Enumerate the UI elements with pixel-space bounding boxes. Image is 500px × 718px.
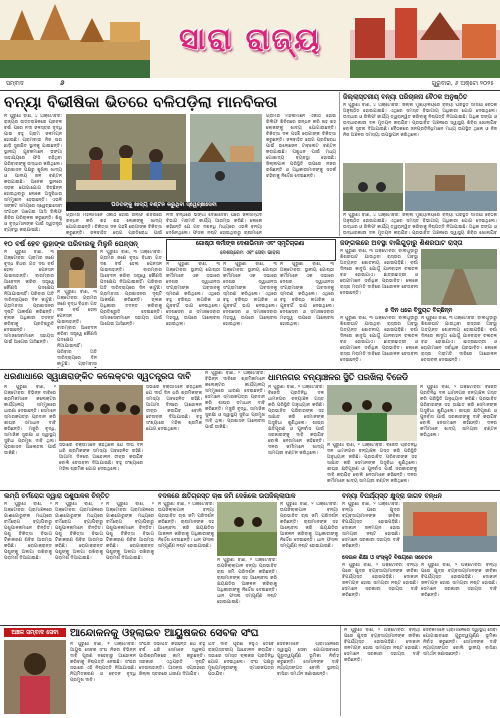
ayush-body-col-4: ସେବକମାନେ ଗ୍ରାମାଞ୍ଚଳରେ ସ୍ୱାସ୍ଥ୍ୟ ସେବା ଯୋଗାଇବାରେ ଗୁରୁତ୍ୱପୂର୍ଣ୍ଣ ଭୂମିକା ନିର୍ବାହ କରୁଛନ୍ତି। ସେମାନଙ୍କ ଦାବି ନ୍ୟାୟସଙ୍ଗତ ବୋଲି ସ୍ଥାନୀୟ ବାସିନ୍ଦା ସମର୍ଥନ ଜଣାଇଛନ୍ତି। — [277, 642, 339, 677]
crop-damage-headline: ବଦଳରେ କ୍ଷତିଗ୍ରସ୍ତ ଚାଷ ଜମି ଦେଖିଲେ ଉପଜିଲ୍ଲାପାଳ — [158, 492, 296, 500]
traders-body-col-1: ନ ପୁରୁଣା ବାଣି, ୨ ଅକ୍ଟୋବର: ବନ୍ୟା ପରେ କ୍ଷୁଦ୍ର ବ୍ୟବସାୟୀମାନଙ୍କ ଜୀବିକା ବିପର୍ଯ୍ୟସ୍ତ ହୋଇପଡ଼ିଛି। ଦୋକାନ ଜଳମଗ୍ନ ହୋଇ ସାମଗ୍ରୀ ନଷ୍ଟ ହୋଇଛି। ସେମାନେ ସରକାରୀ ସହାୟତା ଦାବି କରିଛନ୍ତି। — [342, 502, 400, 549]
traders-body-col-3: ନ ପୁରୁଣା ବାଣି, ୨ ଅକ୍ଟୋବର: ବନ୍ୟା ପରେ କ୍ଷୁଦ୍ର ବ୍ୟବସାୟୀମାନଙ୍କ ଜୀବିକା ବିପର୍ଯ୍ୟସ୍ତ ହୋଇପଡ଼ିଛି। ଦୋକାନ ଜଳମଗ୍ନ ହୋଇ ସାମଗ୍ରୀ ନଷ୍ଟ ହୋଇଛି। ସେମାନେ ସରକାରୀ ସହାୟତା ଦାବି କରିଛନ୍ତି। — [421, 563, 497, 598]
road-body-col-1: ନ ପୁରୁଣା ବାଣି, ୩ ଅକ୍ଟୋବର: ବାଲିଗୁଡ଼ାରୁ ଶିଶରଘାଟ ଯାଉଥିବା ରାସ୍ତାର ଅବସ୍ଥା ଅତ୍ୟନ୍ତ ଶୋଚନୀୟ ହୋଇପଡ଼ିଛି। ବର୍ଷା ଦିନରେ କାଦୁଅ ଯୋଗୁଁ ଯାନବାହନ ଚଳାଚଳ ବନ୍ଦ ହୋଇଯାଏ। ଛାତ୍ରଛାତ୍ରୀ ଓ ରୋଗୀମାନେ ସର୍ବାଧିକ ପ୍ରଭାବିତ। ଲୋକେ ରାସ୍ତା ମରାମତି ଦାବିରେ ଆନ୍ଦୋଳନ ଚେତାବନୀ ଦେଇଛନ୍ତି। — [340, 249, 418, 296]
protest-body-col-1: ନ ପୁରୁଣା ବାଣି, ୨ ଅକ୍ଟୋବର: ବିଭିନ୍ନ ଦାବିରେ ଶ୍ରମିକମାନେ କଲେକ୍ଟର କାର୍ଯ୍ୟାଳୟ ସମ୍ମୁଖରେ ଧାରଣା ଦେଇଛନ୍ତି। ସେମାନେ ସ୍ମାରକପତ୍ର ପ୍ରଦାନ କରି ଶୀଘ୍ର ସମାଧାନ ଦାବି କରିଛନ୍ତି। ମଜୁରି ବୃଦ୍ଧି, ସାମାଜିକ ସୁରକ୍ଷା ଓ ସ୍ୱାସ୍ଥ୍ୟ ସୁବିଧା ପ୍ରମୁଖ ଦାବି ଥିଲା। ପ୍ରଶାସନ ଆଲୋଚନା ପାଇଁ ଡାକିଛି। — [4, 385, 56, 456]
protest-body-col-4: ନ ପୁରୁଣା ବାଣି, ୨ ଅକ୍ଟୋବର: ବିଭିନ୍ନ ଦାବିରେ ଶ୍ରମିକମାନେ କଲେକ୍ଟର କାର୍ଯ୍ୟାଳୟ ସମ୍ମୁଖରେ ଧାରଣା ଦେଇଛନ୍ତି। ସେମାନେ ସ୍ମାରକପତ୍ର ପ୍ରଦାନ କରି ଶୀଘ୍ର ସମାଧାନ ଦାବି କରିଛନ୍ତି। ମଜୁରି ବୃଦ୍ଧି, ସାମାଜିକ ସୁରକ୍ଷା ଓ ସ୍ୱାସ୍ଥ୍ୟ ସୁବିଧା ପ୍ରମୁଖ ଦାବି ଥିଲା। ପ୍ରଶାସନ ଆଲୋଚନା ପାଇଁ ଡାକିଛି। — [205, 371, 265, 430]
community-body-col-3: ନ ପୁରୁଣା ବାଣି, ୩ ଅକ୍ଟୋବର: ସ୍ଥାନୀୟ ଗୋଷ୍ଠୀ କର୍ମୀମାନେ ଏକ ସଭାରେ ଦେଶର ସ୍ୱାଧୀନତା ସଂଗ୍ରାମୀଙ୍କ ଅବଦାନକୁ ସ୍ମରଣ କରିଥିଲେ। ଏଥିରେ ବହୁ ବରିଷ୍ଠ ନାଗରିକ ଓ ଯୁବବର୍ଗ ଭାଗ ନେଇଥିଲେ। ଦେଶସେବା ଓ ସମାଜସେବାର ମହତ୍ତ୍ୱ ଉପରେ ଆଲୋଚନା ହୋଇଥିଲା। — [280, 262, 334, 327]
traders-photo — [403, 502, 497, 552]
road-body-col-2: ନ ପୁରୁଣା ବାଣି, ୩ ଅକ୍ଟୋବର: ବାଲିଗୁଡ଼ାରୁ ଶିଶରଘାଟ ଯାଉଥିବା ରାସ୍ତାର ଅବସ୍ଥା ଅତ୍ୟନ୍ତ ଶୋଚନୀୟ ହୋଇପଡ଼ିଛି। ବର୍ଷା ଦିନରେ କାଦୁଅ ଯୋଗୁଁ ଯାନବାହନ ଚଳାଚଳ ବନ୍ଦ ହୋଇଯାଏ। ଛାତ୍ରଛାତ୍ରୀ ଓ ରୋଗୀମାନେ ସର୍ବାଧିକ ପ୍ରଭାବିତ। ଲୋକେ ରାସ୍ତା ମରାମତି ଦାବିରେ ଆନ୍ଦୋଳନ ଚେତାବନୀ ଦେଇଛନ୍ତି। — [340, 316, 418, 363]
crop-damage-body-col-1: ନ ପୁରୁଣା ବାଣି, ୨ ଅକ୍ଟୋବର: ଉପଜିଲ୍ଲାପାଳ ବନ୍ୟା ପ୍ରଭାବିତ ଚାଷ ଜମି ପରିଦର୍ଶନ କରିଛନ୍ତି। ଚାଷୀମାନଙ୍କ ସହ ଆଲୋଚନା କରି କ୍ଷୟକ୍ଷତିର ଆକଳନ କରିବାକୁ ଅଧିକାରୀଙ୍କୁ ନିର୍ଦ୍ଦେଶ ଦେଇଛନ୍ତି। ଧାନ ଫସଲ ସମ୍ପୂର୍ଣ୍ଣ ନଷ୍ଟ ହୋଇଯାଇଛି। — [158, 502, 214, 549]
lead-body-col-3: ନଦୀ ବନ୍ଧରେ ଭଙ୍ଗା ଦେଖାଦେବା ପରେ ଜଳସମ୍ପଦ ବିଭାଗ ମରାମତି କାର୍ଯ୍ୟ ଆରମ୍ଭ କରିଛି। ଲୋକେ କହିଛନ୍ତି ଯେ ଗତ ଦଶନ୍ଧି ମଧ୍ୟରେ ଏଭଳି ବନ୍ୟା ଦେଖିନଥିଲେ। ଫସଲ ନଷ୍ଟ ହୋଇଥିବାରୁ ଚାଷୀମାନେ — [166, 213, 262, 236]
dateline-bar — [0, 78, 500, 91]
bjd-team-photo-icon — [327, 385, 417, 441]
lead-headline: ବନ୍ୟା ବିଭୀଷିକା ଭିତରେ ବଳିପଡ଼ିଲା ମାନବିକତା — [4, 93, 278, 111]
community-subheadline: ଦେଶପ୍ରେମ ଏବଂ ସେବା ଭାବନା — [220, 250, 280, 256]
dhamnagar-body-col-3: ନ ପୁରୁଣା ବାଣି, ୨ ଅକ୍ଟୋବର: ବିଜେଡି ପ୍ରତିନିଧି ଦଳ ଧାମନଗର ବନ୍ୟାଞ୍ଚଳ ଗସ୍ତ କରି ପରିସ୍ଥିତି ଅନୁଧ୍ୟାନ କରିଛି। ପ୍ରଭାବିତ ପରିବାରଙ୍କ ସହ ସାକ୍ଷାତ କରି ସେମାନଙ୍କ ଅସୁବିଧା ଶୁଣିଥିଲେ। ଶୀଘ୍ର କ୍ଷତିପୂରଣ ଓ ପୁନର୍ବାସ ପାଇଁ ସରକାରଙ୍କୁ ଦାବି କରାଯିବ ବୋଲି ନେତାମାନେ କହିଛନ୍ତି। ଦଳର କର୍ମୀମାନେ ଖାଦ୍ୟ ସାମଗ୍ରୀ ବଣ୍ଟନ କରିଥିଲେ। — [420, 385, 497, 438]
pension-body-col-3: ନ ପୁରୁଣା ବାଣି, ୩ ଅକ୍ଟୋବର: ଗ୍ରାମର ଜଣେ ବୃଦ୍ଧ ବିଧବା ଗତ ଦଶ ବର୍ଷ ହେଲା ପେନସନ ପାଇନାହାନ୍ତି। ବାରମ୍ବାର ଆବେଦନ କରିବା ସତ୍ତ୍ୱେ କୌଣସି ପଦକ୍ଷେପ ନିଆଯାଇନାହିଁ। ପରିବାର ଅତି ଦାରିଦ୍ର୍ୟରେ ଦିନ କାଟୁଛି। ଗ୍ରାମବାସୀ ପ୍ରଶାସନର ଦୃଷ୍ଟି ଆକର୍ଷଣ କରିଛନ୍ତି। ବ୍ଲକ ଅଧିକାରୀ ତଦନ୍ତ କରିବାକୁ ପ୍ରତିଶ୍ରୁତି ଦେଇଛନ୍ତି। ସମାଜସେବୀମାନେ ସହାୟତା ପାଇଁ ଆଗେଇ ଆସିଛନ୍ତି। — [100, 250, 162, 327]
ayush-headline: ଆନ୍ଦୋଳନକୁ ଓହ୍ଲାଇବ ଆୟୁଷକର ସେବକ ସଂଘ — [70, 627, 259, 639]
issue-date: ଗୁରୁବାର, ୬ ଅକ୍ଟୋ ୨୦୨୫ — [431, 80, 494, 87]
lead-photo-2 — [190, 114, 262, 202]
community-body-col-2: ନ ପୁରୁଣା ବାଣି, ୩ ଅକ୍ଟୋବର: ସ୍ଥାନୀୟ ଗୋଷ୍ଠୀ କର୍ମୀମାନେ ଏକ ସଭାରେ ଦେଶର ସ୍ୱାଧୀନତା ସଂଗ୍ରାମୀଙ୍କ ଅବଦାନକୁ ସ୍ମରଣ କରିଥିଲେ। ଏଥିରେ ବହୁ ବରିଷ୍ଠ ନାଗରିକ ଓ ଯୁବବର୍ଗ ଭାଗ ନେଇଥିଲେ। ଦେଶସେବା ଓ ସମାଜସେବାର ମହତ୍ତ୍ୱ ଉପରେ ଆଲୋଚନା ହୋଇଥିଲା। — [223, 262, 277, 327]
section-rule — [0, 369, 500, 370]
page-number: ୬ — [60, 79, 65, 87]
crop-damage-body-col-3: ନ ପୁରୁଣା ବାଣି, ୨ ଅକ୍ଟୋବର: ଉପଜିଲ୍ଲାପାଳ ବନ୍ୟା ପ୍ରଭାବିତ ଚାଷ ଜମି ପରିଦର୍ଶନ କରିଛନ୍ତି। ଚାଷୀମାନଙ୍କ ସହ ଆଲୋଚନା କରି କ୍ଷୟକ୍ଷତିର ଆକଳନ କରିବାକୁ ଅଧିକାରୀଙ୍କୁ ନିର୍ଦ୍ଦେଶ ଦେଇଛନ୍ତି। ଧାନ ଫସଲ ସମ୍ପୂର୍ଣ୍ଣ ନଷ୍ଟ ହୋଇଯାଇଛି। — [280, 502, 338, 549]
road-photo — [421, 249, 497, 305]
crop-damage-body-col-2: ନ ପୁରୁଣା ବାଣି, ୨ ଅକ୍ଟୋବର: ଉପଜିଲ୍ଲାପାଳ ବନ୍ୟା ପ୍ରଭାବିତ ଚାଷ ଜମି ପରିଦର୍ଶନ କରିଛନ୍ତି। ଚାଷୀମାନଙ୍କ ସହ ଆଲୋଚନା କରି କ୍ଷୟକ୍ଷତିର ଆକଳନ କରିବାକୁ ଅଧିକାରୀଙ୍କୁ ନିର୍ଦ୍ଦେଶ ଦେଇଛନ୍ତି। ଧାନ ଫସଲ ସମ୍ପୂର୍ଣ୍ଣ ନଷ୍ଟ ହୋଇଯାଇଛି। — [217, 558, 277, 605]
field-inspection-photo-icon — [217, 502, 277, 556]
speaker-portrait-photo-icon — [4, 640, 66, 714]
edition-label: ସମ୍ବାଦ — [6, 80, 24, 87]
elderly-woman-photo-icon — [57, 250, 97, 288]
damaged-road-photo-icon — [421, 249, 497, 305]
right-top-photo-1 — [343, 163, 403, 211]
column-divider — [340, 626, 341, 716]
right-top-body: ନ ପୁରୁଣା ବାଣି, ୪ ଅକ୍ଟୋବର: ଜିଲ୍ଲା ମୁଖ୍ୟାଳୟରେ ବନ୍ୟା ପରିସ୍ଥିତି ସମୀକ୍ଷା ବୈଠକ ଅନୁଷ୍ଠିତ ହୋଇଯାଇଛି। ଏଥିରେ ସମସ୍ତ ବିଭାଗୀୟ ଅଧିକାରୀ ଯୋଗ ଦେଇଥିଲେ। ଉଦ୍ଧାର ଓ ରିଲିଫ କାର୍ଯ୍ୟ ତ୍ୱରାନ୍ୱିତ କରିବାକୁ ନିଷ୍ପତ୍ତି ନିଆଯାଇଛି। ଅଧିକ ଡଙ୍ଗା ଓ ଉଦ୍ଧାରକାରୀ ଦଳ ମୁତୟନ କରାଯିବ। ପ୍ରଭାବିତ ଅଞ୍ଚଳରେ ସ୍ୱାସ୍ଥ୍ୟ ଶିବିର ଖୋଲାଯିବ ବୋଲି ସୂଚନା ଦିଆଯାଇଛି। ବୈଠକରେ ଜନପ୍ରତିନିଧିମାନେ ମଧ୍ୟ ଉପସ୍ଥିତ ଥିଲେ ଓ ନିଜ ନିଜ ଅଞ୍ଚଳର ସମସ୍ୟା ଉପସ୍ଥାପନ କରିଥିଲେ। — [343, 103, 497, 138]
dhamnagar-photo — [327, 385, 417, 441]
pension-body-col-1: ନ ପୁରୁଣା ବାଣି, ୩ ଅକ୍ଟୋବର: ଗ୍ରାମର ଜଣେ ବୃଦ୍ଧ ବିଧବା ଗତ ଦଶ ବର୍ଷ ହେଲା ପେନସନ ପାଇନାହାନ୍ତି। ବାରମ୍ବାର ଆବେଦନ କରିବା ସତ୍ତ୍ୱେ କୌଣସି ପଦକ୍ଷେପ ନିଆଯାଇନାହିଁ। ପରିବାର ଅତି ଦାରିଦ୍ର୍ୟରେ ଦିନ କାଟୁଛି। ଗ୍ରାମବାସୀ ପ୍ରଶାସନର ଦୃଷ୍ଟି ଆକର୍ଷଣ କରିଛନ୍ତି। ବ୍ଲକ ଅଧିକାରୀ ତଦନ୍ତ କରିବାକୁ ପ୍ରତିଶ୍ରୁତି ଦେଇଛନ୍ତି। ସମାଜସେବୀମାନେ ସହାୟତା ପାଇଁ ଆଗେଇ ଆସିଛନ୍ତି। — [4, 250, 54, 345]
traders-body-col-2: ନ ପୁରୁଣା ବାଣି, ୨ ଅକ୍ଟୋବର: ବନ୍ୟା ପରେ କ୍ଷୁଦ୍ର ବ୍ୟବସାୟୀମାନଙ୍କ ଜୀବିକା ବିପର୍ଯ୍ୟସ୍ତ ହୋଇପଡ଼ିଛି। ଦୋକାନ ଜଳମଗ୍ନ ହୋଇ ସାମଗ୍ରୀ ନଷ୍ଟ ହୋଇଛି। ସେମାନେ ସରକାରୀ ସହାୟତା ଦାବି କରିଛନ୍ତି। — [342, 563, 418, 598]
protest-body-col-2: ସଭାରେ ବକ୍ତାମାନେ କହିଥିଲେ ଯେ ଦୀର୍ଘ ଦିନ ଧରି ଶ୍ରମିକଙ୍କ ସମସ୍ୟା ଅବହେଳିତ ରହିଛି। ଆଗାମୀ ଦିନରେ ଆନ୍ଦୋଳନ ତୀବ୍ର କରାଯିବ ବୋଲି ଚେତାବନୀ ଦିଆଯାଇଛି। ବହୁ ସଂଖ୍ୟାରେ ମହିଳା ଶ୍ରମିକ ଯୋଗ ଦେଇଥିଲେ। — [59, 443, 143, 472]
protest-body-col-3: ସଭାରେ ବକ୍ତାମାନେ କହିଥିଲେ ଯେ ଦୀର୍ଘ ଦିନ ଧରି ଶ୍ରମିକଙ୍କ ସମସ୍ୟା ଅବହେଳିତ ରହିଛି। ଆଗାମୀ ଦିନରେ ଆନ୍ଦୋଳନ ତୀବ୍ର କରାଯିବ ବୋଲି ଚେତାବନୀ ଦିଆଯାଇଛି। ବହୁ ସଂଖ୍ୟାରେ ମହିଳା ଶ୍ରମିକ ଯୋଗ ଦେଇଥିଲେ। — [146, 385, 202, 432]
right-top-photo-2 — [405, 163, 497, 211]
regional-news-tag: ଅଞ୍ଚଳ ସମ୍ବାଦ ସେବା — [4, 628, 66, 637]
flooded-shop-photo-icon — [403, 502, 497, 552]
section-rule — [0, 237, 500, 238]
education-subheadline: ଦେଉଳ ଶିକ୍ଷା ଓ ସଂସ୍କୃତି ବିଷୟରେ ସଚେତନ — [342, 555, 433, 561]
right-top-headline: ଜିଲ୍ଲାସ୍ତରୀୟ ବନ୍ୟା ପରିଚାଳନା ବୈଠକ ଅନୁଷ୍ଠିତ — [343, 93, 468, 101]
protest-crowd-photo-icon — [59, 385, 143, 441]
pension-body-col-2: ନ ପୁରୁଣା ବାଣି, ୩ ଅକ୍ଟୋବର: ଗ୍ରାମର ଜଣେ ବୃଦ୍ଧ ବିଧବା ଗତ ଦଶ ବର୍ଷ ହେଲା ପେନସନ ପାଇନାହାନ୍ତି। ବାରମ୍ବାର ଆବେଦନ କରିବା ସତ୍ତ୍ୱେ କୌଣସି ପଦକ୍ଷେପ ନିଆଯାଇନାହିଁ। ପରିବାର ଅତି ଦାରିଦ୍ର୍ୟରେ ଦିନ କାଟୁଛି। ଗ୍ରାମବାସୀ — [57, 290, 97, 367]
livestock-headline: ଲମ୍ପି ଚର୍ମରୋଗ ଦ୍ୱାରା ପଶୁପାଳକ ଚିନ୍ତିତ — [4, 492, 110, 500]
meeting-photo-icon — [343, 163, 403, 211]
lead-photo-caption: ପିଡିତଙ୍କୁ ଖାଦ୍ୟ ବଣ୍ଟନ କରୁଥିବା ସ୍ୱେଚ୍ଛାସେବୀ — [66, 202, 262, 211]
flood-village-photo-icon — [190, 114, 262, 202]
livestock-body-col-3: ନ ପୁରୁଣା ବାଣି, ୨ ଅକ୍ଟୋବର: ଗ୍ରାମାଞ୍ଚଳରେ ଗାଈଗୋରୁଙ୍କ ମଧ୍ୟରେ ଚର୍ମରୋଗ ବ୍ୟାପିବାରୁ ପଶୁପାଳକମାନେ ଚିନ୍ତିତ। ପଶୁ ଚିକିତ୍ସା ବିଭାଗ ଟିକାକରଣ ଶିବିର ଆରମ୍ଭ କରିଛି। ରୋଗାକ୍ରାନ୍ତ ପଶୁଙ୍କୁ ଅଲଗା ରଖିବାକୁ ପରାମର୍ଶ ଦିଆଯାଇଛି। — [106, 502, 154, 561]
lead-body-col-4: ଗ୍ରାମର ମହିଳାମାନେ ଏକାଠି ହୋଇ ରିଲିଫ ଶିବିରରେ ରନ୍ଧନ କରି ଶହ ଶହ ଲୋକଙ୍କୁ ଖାଦ୍ୟ ଯୋଗାଉଛନ୍ତି। ଚିକିତ୍ସା ଦଳ ପହଞ୍ଚି ରୋଗୀଙ୍କ ଚିକିତ୍ସା କରୁଛନ୍ତି। ଜଳବାହିତ ରୋଗ ପ୍ରତିରୋଧ ପାଇଁ ହାଲୋଜେନ ଟାବଲେଟ ବଣ୍ଟନ କରାଯାଇଛି। ପଶୁଧନ ପାଇଁ ମଧ୍ୟ ଗୋଖାଦ୍ୟ ବ୍ୟବସ୍ଥା ହୋଇଛି। ଜିଲ୍ଲାପାଳ ପରିସ୍ଥିତି ଉପରେ ନଜର ରଖିଛନ୍ତି ଓ ଅଧିକାରୀମାନଙ୍କୁ ସତର୍କ ରହିବାକୁ ନିର୍ଦ୍ଦେଶ ଦେଇଛନ୍ତି। — [266, 114, 336, 179]
community-headline: ଗୋଷ୍ଠୀ କର୍ମୀଙ୍କ ଦେଶାଭିମାନ ଏବଂ ସ୍ମୃତିଚାରଣା — [195, 241, 305, 247]
right-top-body-cont: ନ ପୁରୁଣା ବାଣି, ୪ ଅକ୍ଟୋବର: ଜିଲ୍ଲା ମୁଖ୍ୟାଳୟରେ ବନ୍ୟା ପରିସ୍ଥିତି ସମୀକ୍ଷା ବୈଠକ ଅନୁଷ୍ଠିତ ହୋଇଯାଇଛି। ଏଥିରେ ସମସ୍ତ ବିଭାଗୀୟ ଅଧିକାରୀ ଯୋଗ ଦେଇଥିଲେ। ଉଦ୍ଧାର ଓ ରିଲିଫ କାର୍ଯ୍ୟ ତ୍ୱରାନ୍ୱିତ କରିବାକୁ ନିଷ୍ପତ୍ତି ନିଆଯାଇଛି। ଅଧିକ ଡଙ୍ଗା ଓ ଉଦ୍ଧାରକାରୀ ଦଳ ମୁତୟନ କରାଯିବ। ପ୍ରଭାବିତ ଅଞ୍ଚଳରେ ସ୍ୱାସ୍ଥ୍ୟ ଶିବିର ଖୋଲାଯିବ — [343, 213, 497, 236]
dhamnagar-body-col-1: ନ ପୁରୁଣା ବାଣି, ୨ ଅକ୍ଟୋବର: ବିଜେଡି ପ୍ରତିନିଧି ଦଳ ଧାମନଗର ବନ୍ୟାଞ୍ଚଳ ଗସ୍ତ କରି ପରିସ୍ଥିତି ଅନୁଧ୍ୟାନ କରିଛି। ପ୍ରଭାବିତ ପରିବାରଙ୍କ ସହ ସାକ୍ଷାତ କରି ସେମାନଙ୍କ ଅସୁବିଧା ଶୁଣିଥିଲେ। ଶୀଘ୍ର କ୍ଷତିପୂରଣ ଓ ପୁନର୍ବାସ ପାଇଁ ସରକାରଙ୍କୁ ଦାବି କରାଯିବ ବୋଲି ନେତାମାନେ କହିଛନ୍ତି। ଦଳର କର୍ମୀମାନେ ଖାଦ୍ୟ ସାମଗ୍ରୀ ବଣ୍ଟନ କରିଥିଲେ। — [268, 385, 324, 456]
protest-photo — [59, 385, 143, 441]
livestock-body-col-1: ନ ପୁରୁଣା ବାଣି, ୨ ଅକ୍ଟୋବର: ଗ୍ରାମାଞ୍ଚଳରେ ଗାଈଗୋରୁଙ୍କ ମଧ୍ୟରେ ଚର୍ମରୋଗ ବ୍ୟାପିବାରୁ ପଶୁପାଳକମାନେ ଚିନ୍ତିତ। ପଶୁ ଚିକିତ୍ସା ବିଭାଗ ଟିକାକରଣ ଶିବିର ଆରମ୍ଭ କରିଛି। ରୋଗାକ୍ରାନ୍ତ ପଶୁଙ୍କୁ ଅଲଗା ରଖିବାକୁ ପରାମର୍ଶ ଦିଆଯାଇଛି। — [4, 502, 52, 561]
community-body-col-1: ନ ପୁରୁଣା ବାଣି, ୩ ଅକ୍ଟୋବର: ସ୍ଥାନୀୟ ଗୋଷ୍ଠୀ କର୍ମୀମାନେ ଏକ ସଭାରେ ଦେଶର ସ୍ୱାଧୀନତା ସଂଗ୍ରାମୀଙ୍କ ଅବଦାନକୁ ସ୍ମରଣ କରିଥିଲେ। ଏଥିରେ ବହୁ ବରିଷ୍ଠ ନାଗରିକ ଓ ଯୁବବର୍ଗ ଭାଗ ନେଇଥିଲେ। ଦେଶସେବା ଓ ସମାଜସେବାର ମହତ୍ତ୍ୱ ଉପରେ ଆଲୋଚନା ହୋଇଥିଲା। — [166, 262, 220, 327]
bottom-right-body-col-2: ସେବକମାନେ ଗ୍ରାମାଞ୍ଚଳରେ ସ୍ୱାସ୍ଥ୍ୟ ସେବା ଯୋଗାଇବାରେ ଗୁରୁତ୍ୱପୂର୍ଣ୍ଣ ଭୂମିକା ନିର୍ବାହ କରୁଛନ୍ତି। ସେମାନଙ୍କ ଦାବି ନ୍ୟାୟସଙ୍ଗତ ବୋଲି ସ୍ଥାନୀୟ ବାସିନ୍ଦା ସମର୍ଥନ ଜଣାଇଛନ୍ତି। — [423, 628, 497, 657]
ayush-body-col-3: ଯଦି ଦାବି ପୂରଣ ନହୁଏ ତେବେ ରାଜ୍ୟସ୍ତରୀୟ ଆନ୍ଦୋଳନ କରାଯିବ। ସଭାରେ ସମସ୍ତ ବ୍ଲକର ପ୍ରତିନିଧି ଯୋଗ ଦେଇଥିଲେ। ସଂଘ ପକ୍ଷରୁ ମୁଖ୍ୟମନ୍ତ୍ରୀଙ୍କୁ ସ୍ମାରକପତ୍ର ପଠାଯିବ। — [208, 642, 274, 677]
livestock-body-col-2: ନ ପୁରୁଣା ବାଣି, ୨ ଅକ୍ଟୋବର: ଗ୍ରାମାଞ୍ଚଳରେ ଗାଈଗୋରୁଙ୍କ ମଧ୍ୟରେ ଚର୍ମରୋଗ ବ୍ୟାପିବାରୁ ପଶୁପାଳକମାନେ ଚିନ୍ତିତ। ପଶୁ ଚିକିତ୍ସା ବିଭାଗ ଟିକାକରଣ ଶିବିର ଆରମ୍ଭ କରିଛି। ରୋଗାକ୍ରାନ୍ତ ପଶୁଙ୍କୁ ଅଲଗା ରଖିବାକୁ ପରାମର୍ଶ ଦିଆଯାଇଛି। — [55, 502, 103, 561]
road-body-col-3: ନ ପୁରୁଣା ବାଣି, ୩ ଅକ୍ଟୋବର: ବାଲିଗୁଡ଼ାରୁ ଶିଶରଘାଟ ଯାଉଥିବା ରାସ୍ତାର ଅବସ୍ଥା ଅତ୍ୟନ୍ତ ଶୋଚନୀୟ ହୋଇପଡ଼ିଛି। ବର୍ଷା ଦିନରେ କାଦୁଅ ଯୋଗୁଁ ଯାନବାହନ ଚଳାଚଳ ବନ୍ଦ ହୋଇଯାଏ। ଛାତ୍ରଛାତ୍ରୀ ଓ ରୋଗୀମାନେ ସର୍ବାଧିକ ପ୍ରଭାବିତ। ଲୋକେ ରାସ୍ତା ମରାମତି ଦାବିରେ ଆନ୍ଦୋଳନ ଚେତାବନୀ ଦେଇଛନ୍ତି। — [421, 316, 497, 363]
road-headline: ଜଙ୍ଗଲରେ ଅବସ୍ଥା ବାଲିଗୁଡ଼ାରୁ ଶିଶରଘାଟ ରାସ୍ତା — [340, 239, 463, 247]
masthead — [0, 0, 500, 78]
dhamnagar-body-col-2: ନ ପୁରୁଣା ବାଣି, ୨ ଅକ୍ଟୋବର: ବିଜେଡି ପ୍ରତିନିଧି ଦଳ ଧାମନଗର ବନ୍ୟାଞ୍ଚଳ ଗସ୍ତ କରି ପରିସ୍ଥିତି ଅନୁଧ୍ୟାନ କରିଛି। ପ୍ରଭାବିତ ପରିବାରଙ୍କ ସହ ସାକ୍ଷାତ କରି ସେମାନଙ୍କ ଅସୁବିଧା ଶୁଣିଥିଲେ। ଶୀଘ୍ର କ୍ଷତିପୂରଣ ଓ ପୁନର୍ବାସ ପାଇଁ ସରକାରଙ୍କୁ ଦାବି କରାଯିବ ବୋଲି ନେତାମାନେ କହିଛନ୍ତି। ଦଳର କର୍ମୀମାନେ ଖାଦ୍ୟ ସାମଗ୍ରୀ ବଣ୍ଟନ କରିଥିଲେ। — [327, 443, 417, 484]
ayush-body-col-2: ସଂଘର ସଭାପତି କହିଛନ୍ତି ଯେ ବହୁ ବର୍ଷ ଧରି ସେମାନେ ସ୍ୱଳ୍ପ ପାରିଶ୍ରମିକରେ କାମ କରୁଛନ୍ତି। ସରକାର ଏଥିପ୍ରତି ଦୃଷ୍ଟି ଦେଉନାହାନ୍ତି। ଆସନ୍ତା ସପ୍ତାହରେ ଜିଲ୍ଲା ସ୍ତରରେ ଧାରଣା ଦିଆଯିବ। — [139, 642, 205, 677]
lead-body-col-1: ନ ପୁରୁଣା ବାଣି, ୪ ଅକ୍ଟୋବର: ରାଜ୍ୟର ଉତ୍ତରାଞ୍ଚଳରେ ପ୍ରବଳ ବର୍ଷା ପରେ ନଦୀ ଜଳସ୍ତର ବୃଦ୍ଧି ପାଇ ବହୁ ଗ୍ରାମ ଜଳମଗ୍ନ ହୋଇଛି। ଗ୍ରାମବାସୀ ନିଜ ଘର ଛାଡ଼ି ସୁରକ୍ଷିତ ସ୍ଥାନକୁ ଯାଇଛନ୍ତି। ସ୍ଥାନୀୟ ଯୁବକମାନେ ଡଙ୍ଗା ସାହାଯ୍ୟରେ ଫସି ରହିଥିବା ପରିବାରଙ୍କୁ ଉଦ୍ଧାର କରିଥିଲେ। ପ୍ରଶାସନ ପକ୍ଷରୁ ଶୁଖିଲା ଖାଦ୍ୟ ଓ ପାନୀୟ ଜଳ ବଣ୍ଟନ କରାଯାଇଛି। ଅନେକ ସ୍ଥାନରେ ସଡ଼କ ଯୋଗାଯୋଗ ବିଚ୍ଛିନ୍ନ ହୋଇଥିବାରୁ ଲୋକେ ଅସୁବିଧାର ସମ୍ମୁଖୀନ ହେଉଛନ୍ତି। ଏଭଳି ସଙ୍କଟ ସମୟରେ ସ୍ୱେଚ୍ଛାସେବୀ ସଂଗଠନ ଆଗେଇ ଆସି ରିଲିଫ ଶିବିର ପରିଚାଳନା କରୁଛନ୍ତି। ଶିଶୁ ଓ ବୃଦ୍ଧମାନଙ୍କ ପାଇଁ ସ୍ୱତନ୍ତ୍ର ବ୍ୟବସ୍ଥା କରାଯାଇଛି। — [4, 114, 62, 233]
pension-photo — [57, 250, 97, 288]
section-rule — [0, 490, 500, 491]
lead-body-col-2: ଗ୍ରାମର ମହିଳାମାନେ ଏକାଠି ହୋଇ ରିଲିଫ ଶିବିରରେ ରନ୍ଧନ କରି ଶହ ଶହ ଲୋକଙ୍କୁ ଖାଦ୍ୟ ଯୋଗାଉଛନ୍ତି। ଚିକିତ୍ସା ଦଳ ପହଞ୍ଚି ରୋଗୀଙ୍କ ଚିକିତ୍ସା କରୁଛନ୍ତି। ଜଳବାହିତ ରୋଗ ପ୍ରତିରୋଧ ପାଇଁ — [66, 213, 162, 236]
masthead-title: ସାରା ରାଜ୍ୟ — [178, 21, 322, 57]
crop-damage-photo — [217, 502, 277, 556]
protest-headline: ଧରଣାଧାରେ ସ୍ୱାକ୍ଷରାଙ୍କିତ କଲେକ୍ଟର ସ୍ୱତନ୍ତ୍ରତା ଦାବି — [4, 372, 191, 382]
ayush-body-col-1: ନ ପୁରୁଣା ବାଣି, ୧ ଅକ୍ଟୋବର: ଆୟୁଷ ସେବକ ସଂଘ ନିଜର ବିଭିନ୍ନ ଦାବି ପୂରଣ ନହେବାରୁ ଆନ୍ଦୋଳନ କରିବାକୁ ନିଷ୍ପତ୍ତି ନେଇଛି। ସଂଘର ସଭାରେ ଏହି ନିଷ୍ପତ୍ତି ନିଆଯାଇଛି। ନିୟମିତକରଣ ଓ ବେତନ ବୃଦ୍ଧି ପ୍ରମୁଖ ଦାବି। — [70, 642, 136, 683]
ayush-photo — [4, 640, 66, 714]
lead-photo-1 — [66, 114, 186, 202]
dhamnagar-headline: ଧାମନଗର ବନ୍ୟାଞ୍ଚଳର ସ୍ଥିତି ପରଖିଲା ବିଜେଡି — [268, 372, 409, 382]
bottom-right-body-col-1: ନ ପୁରୁଣା ବାଣି, ୨ ଅକ୍ଟୋବର: ବନ୍ୟା ପରେ କ୍ଷୁଦ୍ର ବ୍ୟବସାୟୀମାନଙ୍କ ଜୀବିକା ବିପର୍ଯ୍ୟସ୍ତ ହୋଇପଡ଼ିଛି। ଦୋକାନ ଜଳମଗ୍ନ ହୋଇ ସାମଗ୍ରୀ ନଷ୍ଟ ହୋଇଛି। ସେମାନେ ସରକାରୀ ସହାୟତା ଦାବି କରିଛନ୍ତି। — [344, 628, 420, 663]
power-cut-subheadline: ୫ ଦିନ ଧରେ ବିଦ୍ୟୁତ ବିଚ୍ଛିନ୍ନ — [384, 308, 453, 314]
relief-workers-photo-icon — [66, 114, 186, 202]
masthead-logo — [160, 10, 340, 68]
flood-area-photo-icon — [405, 163, 497, 211]
column-divider — [339, 92, 340, 236]
pension-headline: ୧୦ ବର୍ଷ ହେବ ଲୁହାଙ୍କ ପରିବାରକୁ ମିଳୁନି ପେନ୍‌ସନ୍ — [4, 240, 138, 248]
traders-headline: ବନ୍ୟା ବିପର୍ଯ୍ୟସ୍ତ କ୍ଷୁଦ୍ରା ଜାଗବ ବନ୍ଧନ — [342, 492, 442, 500]
